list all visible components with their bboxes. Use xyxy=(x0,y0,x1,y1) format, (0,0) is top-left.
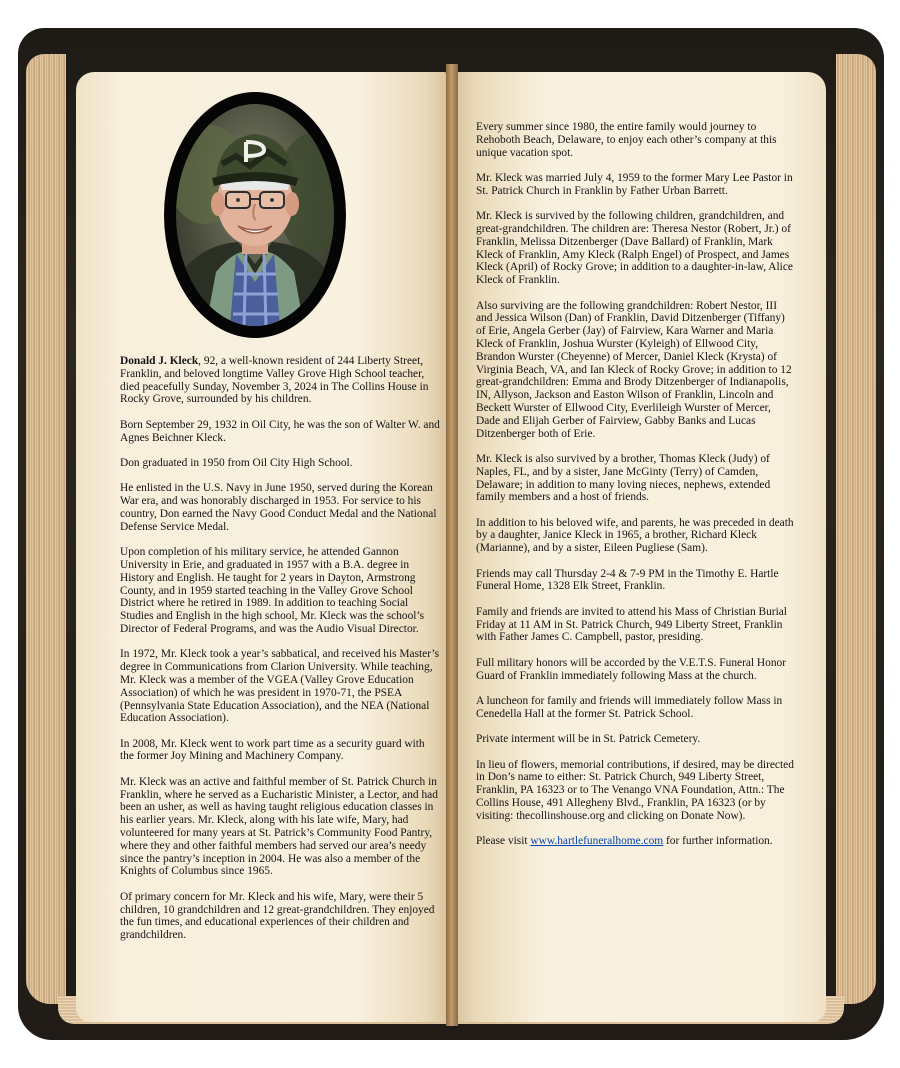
right-column-text xyxy=(476,121,796,848)
paragraph-preceded: In addition to his beloved wife, and parents, he was preceded in death by a daughter, Janice Kleck in 1965, a brother, Richard Kleck (Marianne), and by a sister, Eileen Pugliese (Sam). xyxy=(476,516,794,555)
page-edges-left xyxy=(26,54,66,1004)
paragraph-sabbatical: In 1972, Mr. Kleck took a year’s sabbatical, and received his Master’s degree in Communications from Clarion University. While teaching, Mr. Kleck was a member of the VGEA (Valley Grove Education Association) of which he was president in 1970-71, the PSEA (Pennsylvania State Education Association), and the NEA (National Education Association). xyxy=(120,648,440,725)
paragraph-interment: Private interment will be in St. Patrick Cemetery. xyxy=(476,733,701,746)
paragraph-birth: Born September 29, 1932 in Oil City, he was the son of Walter W. and Agnes Beichner Kleck. xyxy=(120,418,440,444)
paragraph-church: Mr. Kleck was an active and faithful member of St. Patrick Church in Franklin, where he served as a Eucharistic Minister, a Lector, and had been an usher, as well as having taught religious education classes in his earlier years. Mr. Kleck, along with his late wife, Mary, had volunteered for many years at St. Patrick’s Community Food Pantry, where they and other faithful members had served our area’s needy since the pantry’s inception in 2004. He was also a member of the Knights of Columbus since 1965. xyxy=(120,775,438,878)
visit-prefix: Please visit xyxy=(476,835,531,848)
paragraph-memorials: In lieu of flowers, memorial contributions, if desired, may be directed in Don’s name to either: St. Patrick Church, 949 Liberty Street, Franklin, PA 16323 or to The Venango VNA Foundation, Attn.: The Collins House, 491 Allegheny Blvd., Franklin, PA 16323 (or by visiting: thecollinshouse.org and clicking on Donate Now). xyxy=(476,758,794,822)
obituary-intro xyxy=(120,355,440,406)
paragraph-navy: He enlisted in the U.S. Navy in June 1950, served during the Korean War era, and was honorably discharged in 1953. For service to his country, Don earned the Navy Good Conduct Medal and the National Defense Service Medal. xyxy=(120,482,437,533)
paragraph-security: In 2008, Mr. Kleck went to work part time as a security guard with the former Joy Mining and Machinery Company. xyxy=(120,737,425,763)
paragraph-military-honors: Full military honors will be accorded by the V.E.T.S. Funeral Honor Guard of Franklin immediately following Mass at the church. xyxy=(476,656,787,682)
paragraph-luncheon: A luncheon for family and friends will immediately follow Mass in Cenedella Hall at the former St. Patrick School. xyxy=(476,695,783,720)
left-column-text xyxy=(120,355,440,942)
paragraph-vacation: Every summer since 1980, the entire family would journey to Rehoboth Beach, Delaware, to enjoy each other’s company at this unique vacation spot. xyxy=(476,121,777,159)
intro-text: , 92, a well-known resident of 244 Liberty Street, Franklin, and beloved longtime Valley Grove High School teacher, died peacefully Sunday, November 3, 2024 in The Collins House in Rocky Grove, surrounded by his children. xyxy=(120,355,429,406)
paragraph-mass: Family and friends are invited to attend his Mass of Christian Burial Friday at 11 AM in St. Patrick Church, 949 Liberty Street, Franklin with Father James C. Campbell, pastor, presiding. xyxy=(476,605,787,644)
page-edges-right xyxy=(836,54,876,1004)
paragraph-children: Mr. Kleck is survived by the following children, grandchildren, and great-grandchildren. The children are: Theresa Nestor (Robert, Jr.) of Franklin, Melissa Ditzenberger (Dave Ballard) of Franklin, Mark Kleck of Franklin, Amy Kleck (Ralph Engel) of Prospect, and James Kleck (April) of Rocky Grove; in addition to a daughter-in-law, Alice Kleck of Franklin. xyxy=(476,210,793,287)
book-spine xyxy=(446,64,458,1026)
portrait-illustration xyxy=(176,104,334,326)
funeral-home-link[interactable]: www.hartlefuneralhome.com xyxy=(530,835,664,848)
paragraph-siblings: Mr. Kleck is also survived by a brother, Thomas Kleck (Judy) of Naples, FL, and by a sister, Jane McGinty (Terry) of Camden, Delaware; in addition to many loving nieces, nephews, extended family members and a host of friends. xyxy=(476,452,771,504)
portrait-photo xyxy=(176,104,334,326)
paragraph-marriage: Mr. Kleck was married July 4, 1959 to the former Mary Lee Pastor in St. Patrick Church in Franklin by Father Urban Barrett. xyxy=(476,171,793,197)
paragraph-family: Of primary concern for Mr. Kleck and his wife, Mary, were their 5 children, 10 grandchildren and 12 great-grandchildren. They enjoyed the fun times, and educational experiences of their children and grandchildren. xyxy=(120,890,435,942)
paragraph-graduation: Don graduated in 1950 from Oil City High School. xyxy=(120,456,353,469)
paragraph-visitation: Friends may call Thursday 2-4 & 7-9 PM in the Timothy E. Hartle Funeral Home, 1328 Elk Street, Franklin. xyxy=(476,567,779,593)
portrait-frame xyxy=(164,92,346,338)
paragraph-education-career: Upon completion of his military service, he attended Gannon University in Erie, and graduated in 1957 with a B.A. degree in History and English. He taught for 2 years in Dayton, Armstrong County, and in 1959 started teaching in the Valley Grove School District where he retired in 1989. In addition to teaching Social Studies and English in the high school, Mr. Kleck was the school’s Director of Federal Programs, and was the Audio Visual Director. xyxy=(120,546,425,635)
deceased-name: Donald J. Kleck xyxy=(120,355,199,367)
visit-suffix: for further information. xyxy=(663,835,773,848)
paragraph-visit-website xyxy=(476,835,796,848)
paragraph-grandchildren: Also surviving are the following grandchildren: Robert Nestor, III and Jessica Wilson (Dan) of Franklin, David Ditzenberger (Tiffany) of Erie, Angela Gerber (Jay) of Fairview, Kara Warner and Maria Kleck of Franklin, Joshua Wurster (Kyleigh) of Ellwood City, Brandon Wurster (Cheyenne) of Mercer, Daniel Kleck (Krysta) of Virginia Beach, VA, and Ian Kleck of Rocky Grove; in addition to 12 great-grandchildren: Emma and Brody Ditzenberger of Indianapolis, IN, Allyson, Jackson and Easton Wilson of Franklin, Lincoln and Beckett Wurster of Ellwood City, Everlileigh Wurster of Mercer, Dade and Elijah Gerber of Fairview, Gabby Banks and Lucas Ditzenberger both of Erie. xyxy=(476,299,792,440)
